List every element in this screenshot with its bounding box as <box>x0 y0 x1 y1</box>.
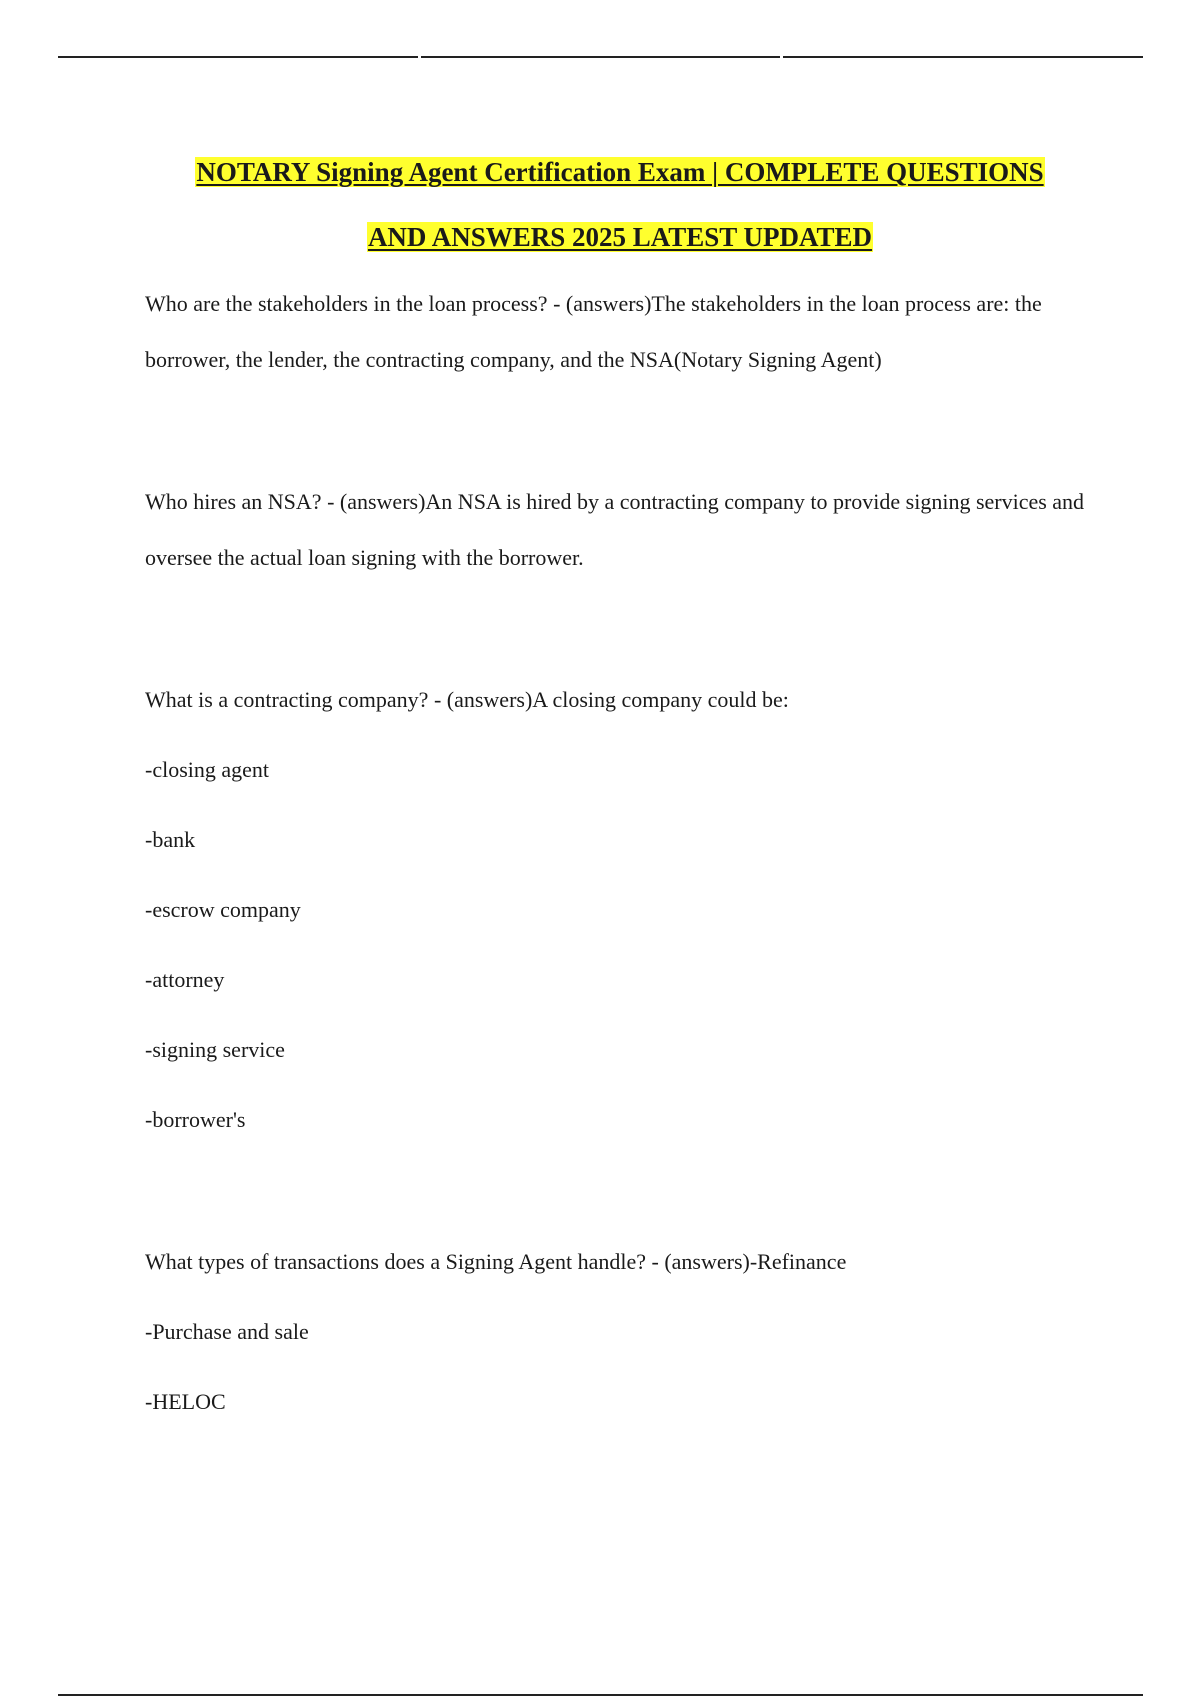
qa-text: What is a contracting company? - (answers)A closing company could be: <box>145 687 789 712</box>
qa-block <box>145 672 1085 1148</box>
qa-block <box>145 474 1085 586</box>
qa-text: What types of transactions does a Signing Agent handle? - (answers)-Refinance <box>145 1249 847 1274</box>
list-item: -escrow company <box>145 897 301 922</box>
list-item: -Purchase and sale <box>145 1319 309 1344</box>
list-item: -closing agent <box>145 757 270 782</box>
title-line-2: AND ANSWERS 2025 LATEST UPDATED <box>367 222 873 252</box>
title-line-1: NOTARY Signing Agent Certification Exam | COMPLETE QUESTIONS <box>196 157 1044 187</box>
list-item: -attorney <box>145 967 225 992</box>
list-item: -borrower's <box>145 1107 246 1132</box>
list-item: -signing service <box>145 1037 285 1062</box>
footer-rule <box>58 1694 1143 1696</box>
qa-block <box>145 1234 1085 1430</box>
document-title <box>90 140 1150 270</box>
list-item: -bank <box>145 827 196 852</box>
qa-block <box>145 276 1085 388</box>
qa-text: Who hires an NSA? - (answers)An NSA is hired by a contracting company to provide signing services and oversee the actual loan signing with the borrower. <box>145 489 1085 570</box>
list-item: -HELOC <box>145 1389 226 1414</box>
document-body <box>145 276 1085 1430</box>
qa-text: Who are the stakeholders in the loan process? - (answers)The stakeholders in the loan process are: the borrower, the lender, the contracting company, and the NSA(Notary Signing Agent) <box>145 291 1042 372</box>
